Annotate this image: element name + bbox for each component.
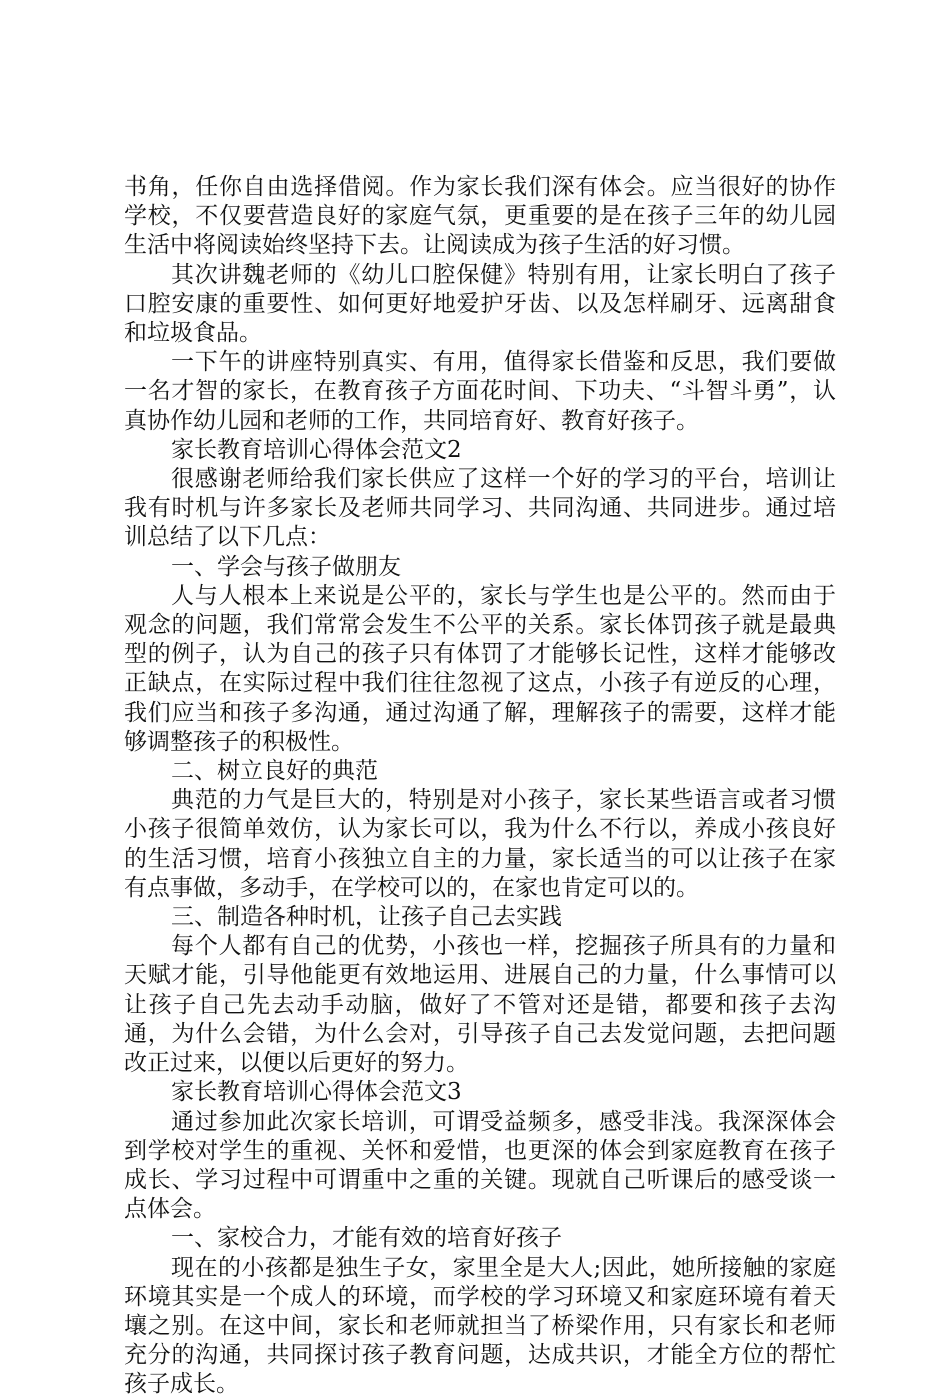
section-heading-sample-2: 家长教育培训心得体会范文2 [171,436,462,463]
subheading-good-example: 二、树立良好的典范 [171,758,378,785]
paragraph-equality: 人与人根本上来说是公平的，家长与学生也是公平的。然而由于观念的问题，我们常常会发生不公平的关系。家长体罚孩子就是最典型的例子，认为自己的孩子只有体罚了才能够长记性，这样才能够改正缺点，在实际过程中我们往往忽视了这点，小孩子有逆反的心理，我们应当和孩子多沟通，通过沟通了解，理解孩子的需要，这样才能够调整孩子的积极性。 [124,582,836,755]
subheading-create-opportunities: 三、制造各种时机，让孩子自己去实践 [171,904,562,931]
paragraph-strengths: 每个人都有自己的优势，小孩也一样，挖掘孩子所具有的力量和天赋才能，引导他能更有效地运用、进展自己的力量，什么事情可以让孩子自己先去动手动脑，做好了不管对还是错，都要和孩子去沟通，为什么会错，为什么会对，引导孩子自己去发觉问题，去把问题改正过来，以便以后更好的努力。 [124,933,836,1077]
paragraph-power-of-example: 典范的力气是巨大的，特别是对小孩子，家长某些语言或者习惯小孩子很简单效仿，认为家长可以，我为什么不行以，养成小孩良好的生活习惯，培育小孩独立自主的力量，家长适当的可以让孩子在家有点事做，多动手，在学校可以的，在家也肯定可以的。 [124,787,836,901]
paragraph-afternoon-lecture: 一下午的讲座特别真实、有用，值得家长借鉴和反思，我们要做一名才智的家长，在教育孩子方面花时间、下功夫、“斗智斗勇”，认真协作幼儿园和老师的工作，共同培育好、教育好孩子。 [124,349,836,434]
section-heading-sample-3: 家长教育培训心得体会范文3 [171,1079,462,1106]
paragraph-only-children: 现在的小孩都是独生子女，家里全是大人;因此，她所接触的家庭环境其实是一个成人的环境，而学校的学习环境又和家庭环境有着天壤之别。在这中间，家长和老师就担当了桥梁作用，只有家长和老师充分的沟通，共同探讨孩子教育问题，达成共识，才能全方位的帮忙孩子成长。 [124,1254,836,1398]
document-body [124,173,836,1400]
subheading-be-friends: 一、学会与孩子做朋友 [171,553,401,580]
paragraph-thanks-teachers: 很感谢老师给我们家长供应了这样一个好的学习的平台，培训让我有时机与许多家长及老师共同学习、共同沟通、共同进步。通过培训总结了以下几点： [124,466,836,551]
paragraph-reading-habit: 书角，任你自由选择借阅。作为家长我们深有体会。应当很好的协作学校，不仅要营造良好的家庭气氛，更重要的是在孩子三年的幼儿园生活中将阅读始终坚持下去。让阅读成为孩子生活的好习惯。 [124,174,836,259]
paragraph-training-benefits: 通过参加此次家长培训，可谓受益频多，感受非浅。我深深体会到学校对学生的重视、关怀和爱惜，也更深的体会到家庭教育在孩子成长、学习过程中可谓重中之重的关键。现就自己听课后的感受谈一点体会。 [124,1108,836,1223]
subheading-home-school: 一、家校合力，才能有效的培育好孩子 [171,1225,562,1252]
paragraph-oral-health: 其次讲魏老师的《幼儿口腔保健》特别有用，让家长明白了孩子口腔安康的重要性、如何更好地爱护牙齿、以及怎样刷牙、远离甜食和垃圾食品。 [124,261,836,347]
